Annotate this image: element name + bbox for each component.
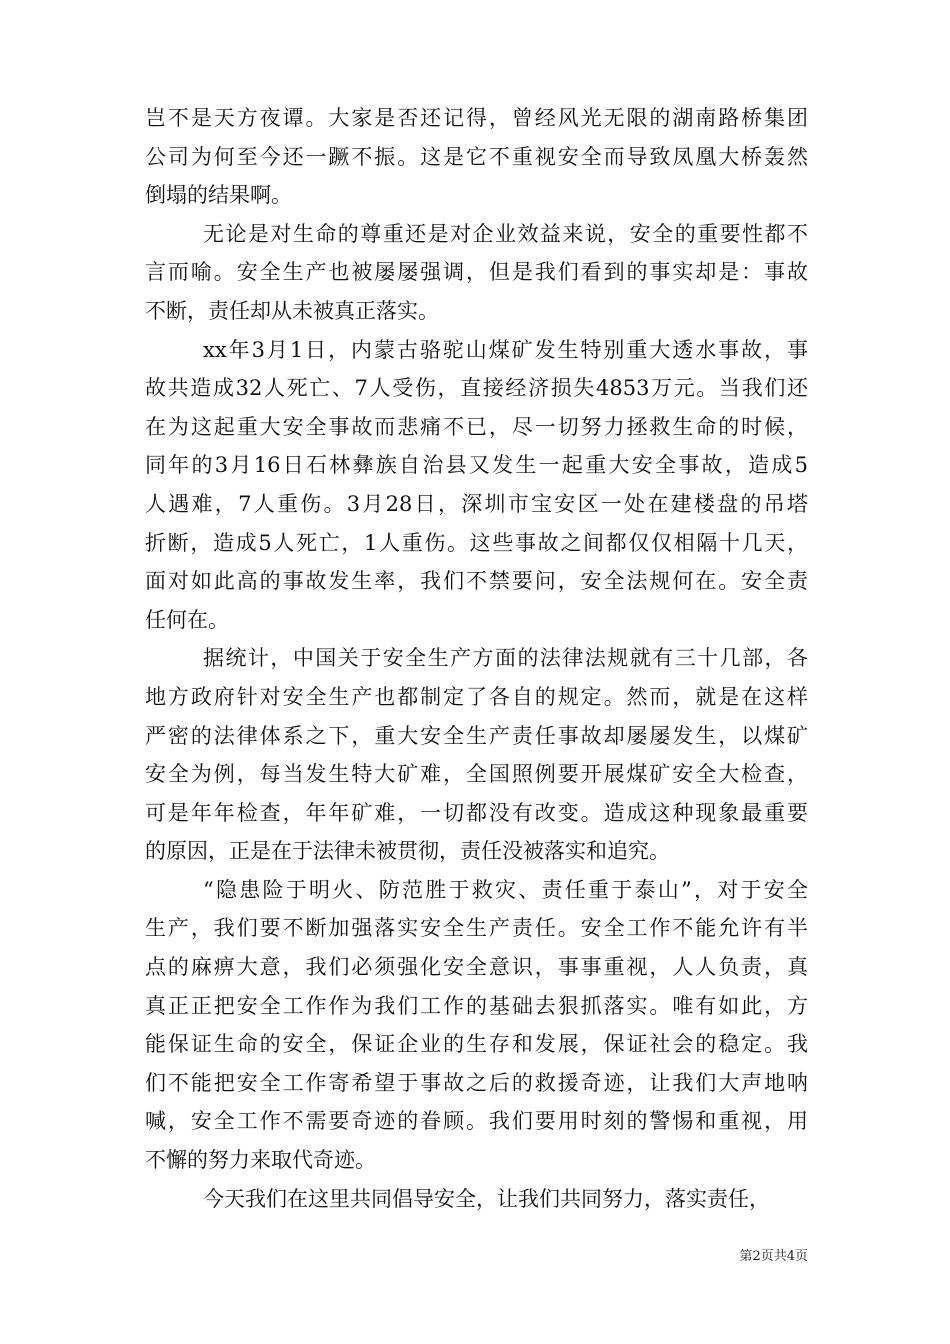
text-line: 能保证生命的安全，保证企业的生存和发展，保证社会的稳定。我 <box>145 1032 808 1057</box>
paragraph <box>145 99 808 215</box>
text-line: xx年3月1日，内蒙古骆驼山煤矿发生特别重大透水事故，事 <box>203 337 808 362</box>
text-line: 不懈的努力来取代奇迹。 <box>145 1148 376 1173</box>
text-line: 生产，我们要不断加强落实安全生产责任。安全工作不能允许有半 <box>145 916 808 941</box>
text-line: 的原因，正是在于法律未被贯彻，责任没被落实和追究。 <box>145 839 670 864</box>
text-line: 可是年年检查，年年矿难，一切都没有改变。造成这种现象最重要 <box>145 800 808 825</box>
text-line: 们不能把安全工作寄希望于事故之后的救援奇迹，让我们大声地呐 <box>145 1070 808 1095</box>
text-line: 严密的法律体系之下，重大安全生产责任事故却屡屡发生，以煤矿 <box>145 723 808 748</box>
paragraph <box>145 331 808 640</box>
text-line: 人遇难，7人重伤。3月28日，深圳市宝安区一处在建楼盘的吊塔 <box>145 491 808 516</box>
paragraph <box>145 639 808 871</box>
text-line: 今天我们在这里共同倡导安全，让我们共同努力，落实责任， <box>203 1186 770 1211</box>
text-line: 岂不是天方夜谭。大家是否还记得，曾经风光无限的湖南路桥集团 <box>145 106 808 130</box>
text-line: 言而喻。安全生产也被屡屡强调，但是我们看到的事实却是：事故 <box>145 260 808 285</box>
document-body <box>145 99 808 1218</box>
text-line: 安全为例，每当发生特大矿难，全国照例要开展煤矿安全大检查， <box>145 762 808 787</box>
text-line: 真正正把安全工作作为我们工作的基础去狠抓落实。唯有如此，方 <box>145 993 808 1018</box>
text-line: 故共造成32人死亡、7人受伤，直接经济损失4853万元。当我们还 <box>145 376 808 401</box>
text-line: 任何在。 <box>145 607 229 632</box>
text-line: 倒塌的结果啊。 <box>145 183 292 208</box>
text-line: 地方政府针对安全生产也都制定了各自的规定。然而，就是在这样 <box>145 684 808 709</box>
text-line: 面对如此高的事故发生率，我们不禁要问，安全法规何在。安全责 <box>145 569 808 594</box>
text-line: 折断，造成5人死亡，1人重伤。这些事故之间都仅仅相隔十几天， <box>145 530 808 555</box>
text-line: 不断，责任却从未被真正落实。 <box>145 298 439 323</box>
text-line: 在为这起重大安全事故而悲痛不已，尽一切努力拯救生命的时候， <box>145 414 808 439</box>
text-line: 点的麻痹大意，我们必须强化安全意识，事事重视，人人负责，真 <box>145 955 808 980</box>
page-number: 第2页共4页 <box>739 1249 808 1264</box>
text-line: 无论是对生命的尊重还是对企业效益来说，安全的重要性都不 <box>203 221 808 246</box>
text-line: 公司为何至今还一蹶不振。这是它不重视安全而导致凤凰大桥轰然 <box>145 144 808 169</box>
paragraph <box>145 1180 808 1219</box>
text-line: 据统计，中国关于安全生产方面的法律法规就有三十几部，各 <box>203 646 808 671</box>
paragraph <box>145 215 808 331</box>
text-line: 同年的3月16日石林彝族自治县又发生一起重大安全事故，造成5 <box>145 453 808 478</box>
text-line: 喊，安全工作不需要奇迹的眷顾。我们要用时刻的警惕和重视，用 <box>145 1109 808 1134</box>
paragraph <box>145 871 808 1180</box>
text-line: “隐患险于明火、防范胜于救灾、责任重于泰山”，对于安全 <box>203 877 808 902</box>
